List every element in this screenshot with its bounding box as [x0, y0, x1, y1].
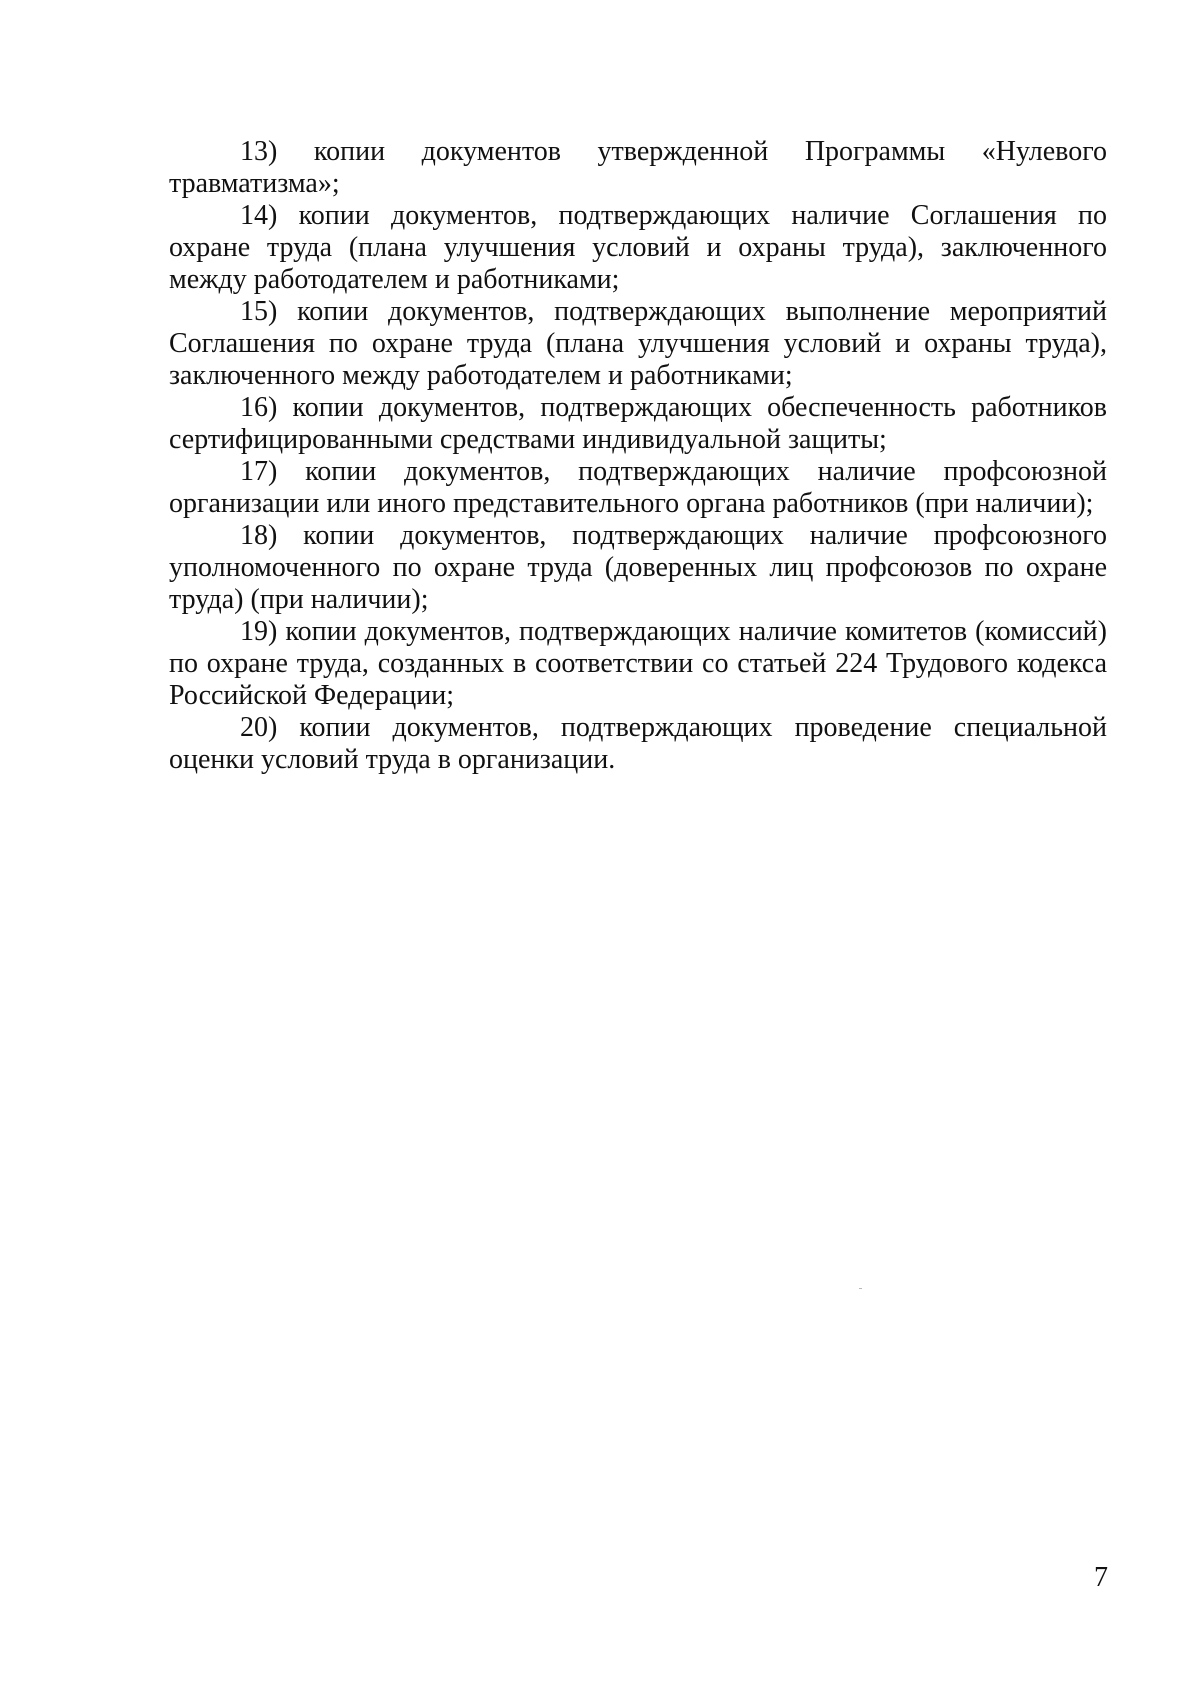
list-item-16: 16) копии документов, подтверждающих обеспеченность работников сертифицированными средствами индивидуальной защиты;: [169, 392, 1107, 455]
list-item-14: 14) копии документов, подтверждающих наличие Соглашения по охране труда (плана улучшения условий и охраны труда), заключенного между работодателем и работниками;: [169, 200, 1107, 295]
page-number: 7: [1094, 1562, 1108, 1593]
scan-artifact: [859, 1288, 862, 1289]
document-body: [169, 136, 1107, 776]
list-item-13: 13) копии документов утвержденной Программы «Нулевого травматизма»;: [169, 136, 1107, 199]
list-item-15: 15) копии документов, подтверждающих выполнение мероприятий Соглашения по охране труда (плана улучшения условий и охраны труда), заключенного между работодателем и работниками;: [169, 296, 1107, 391]
list-item-17: 17) копии документов, подтверждающих наличие профсоюзной организации или иного представительного органа работников (при наличии);: [169, 456, 1107, 519]
list-item-20: 20) копии документов, подтверждающих проведение специальной оценки условий труда в организации.: [169, 712, 1107, 775]
list-item-18: 18) копии документов, подтверждающих наличие профсоюзного уполномоченного по охране труда (доверенных лиц профсоюзов по охране труда) (при наличии);: [169, 520, 1107, 615]
list-item-19: 19) копии документов, подтверждающих наличие комитетов (комиссий) по охране труда, созданных в соответствии со статьей 224 Трудового кодекса Российской Федерации;: [169, 616, 1107, 711]
